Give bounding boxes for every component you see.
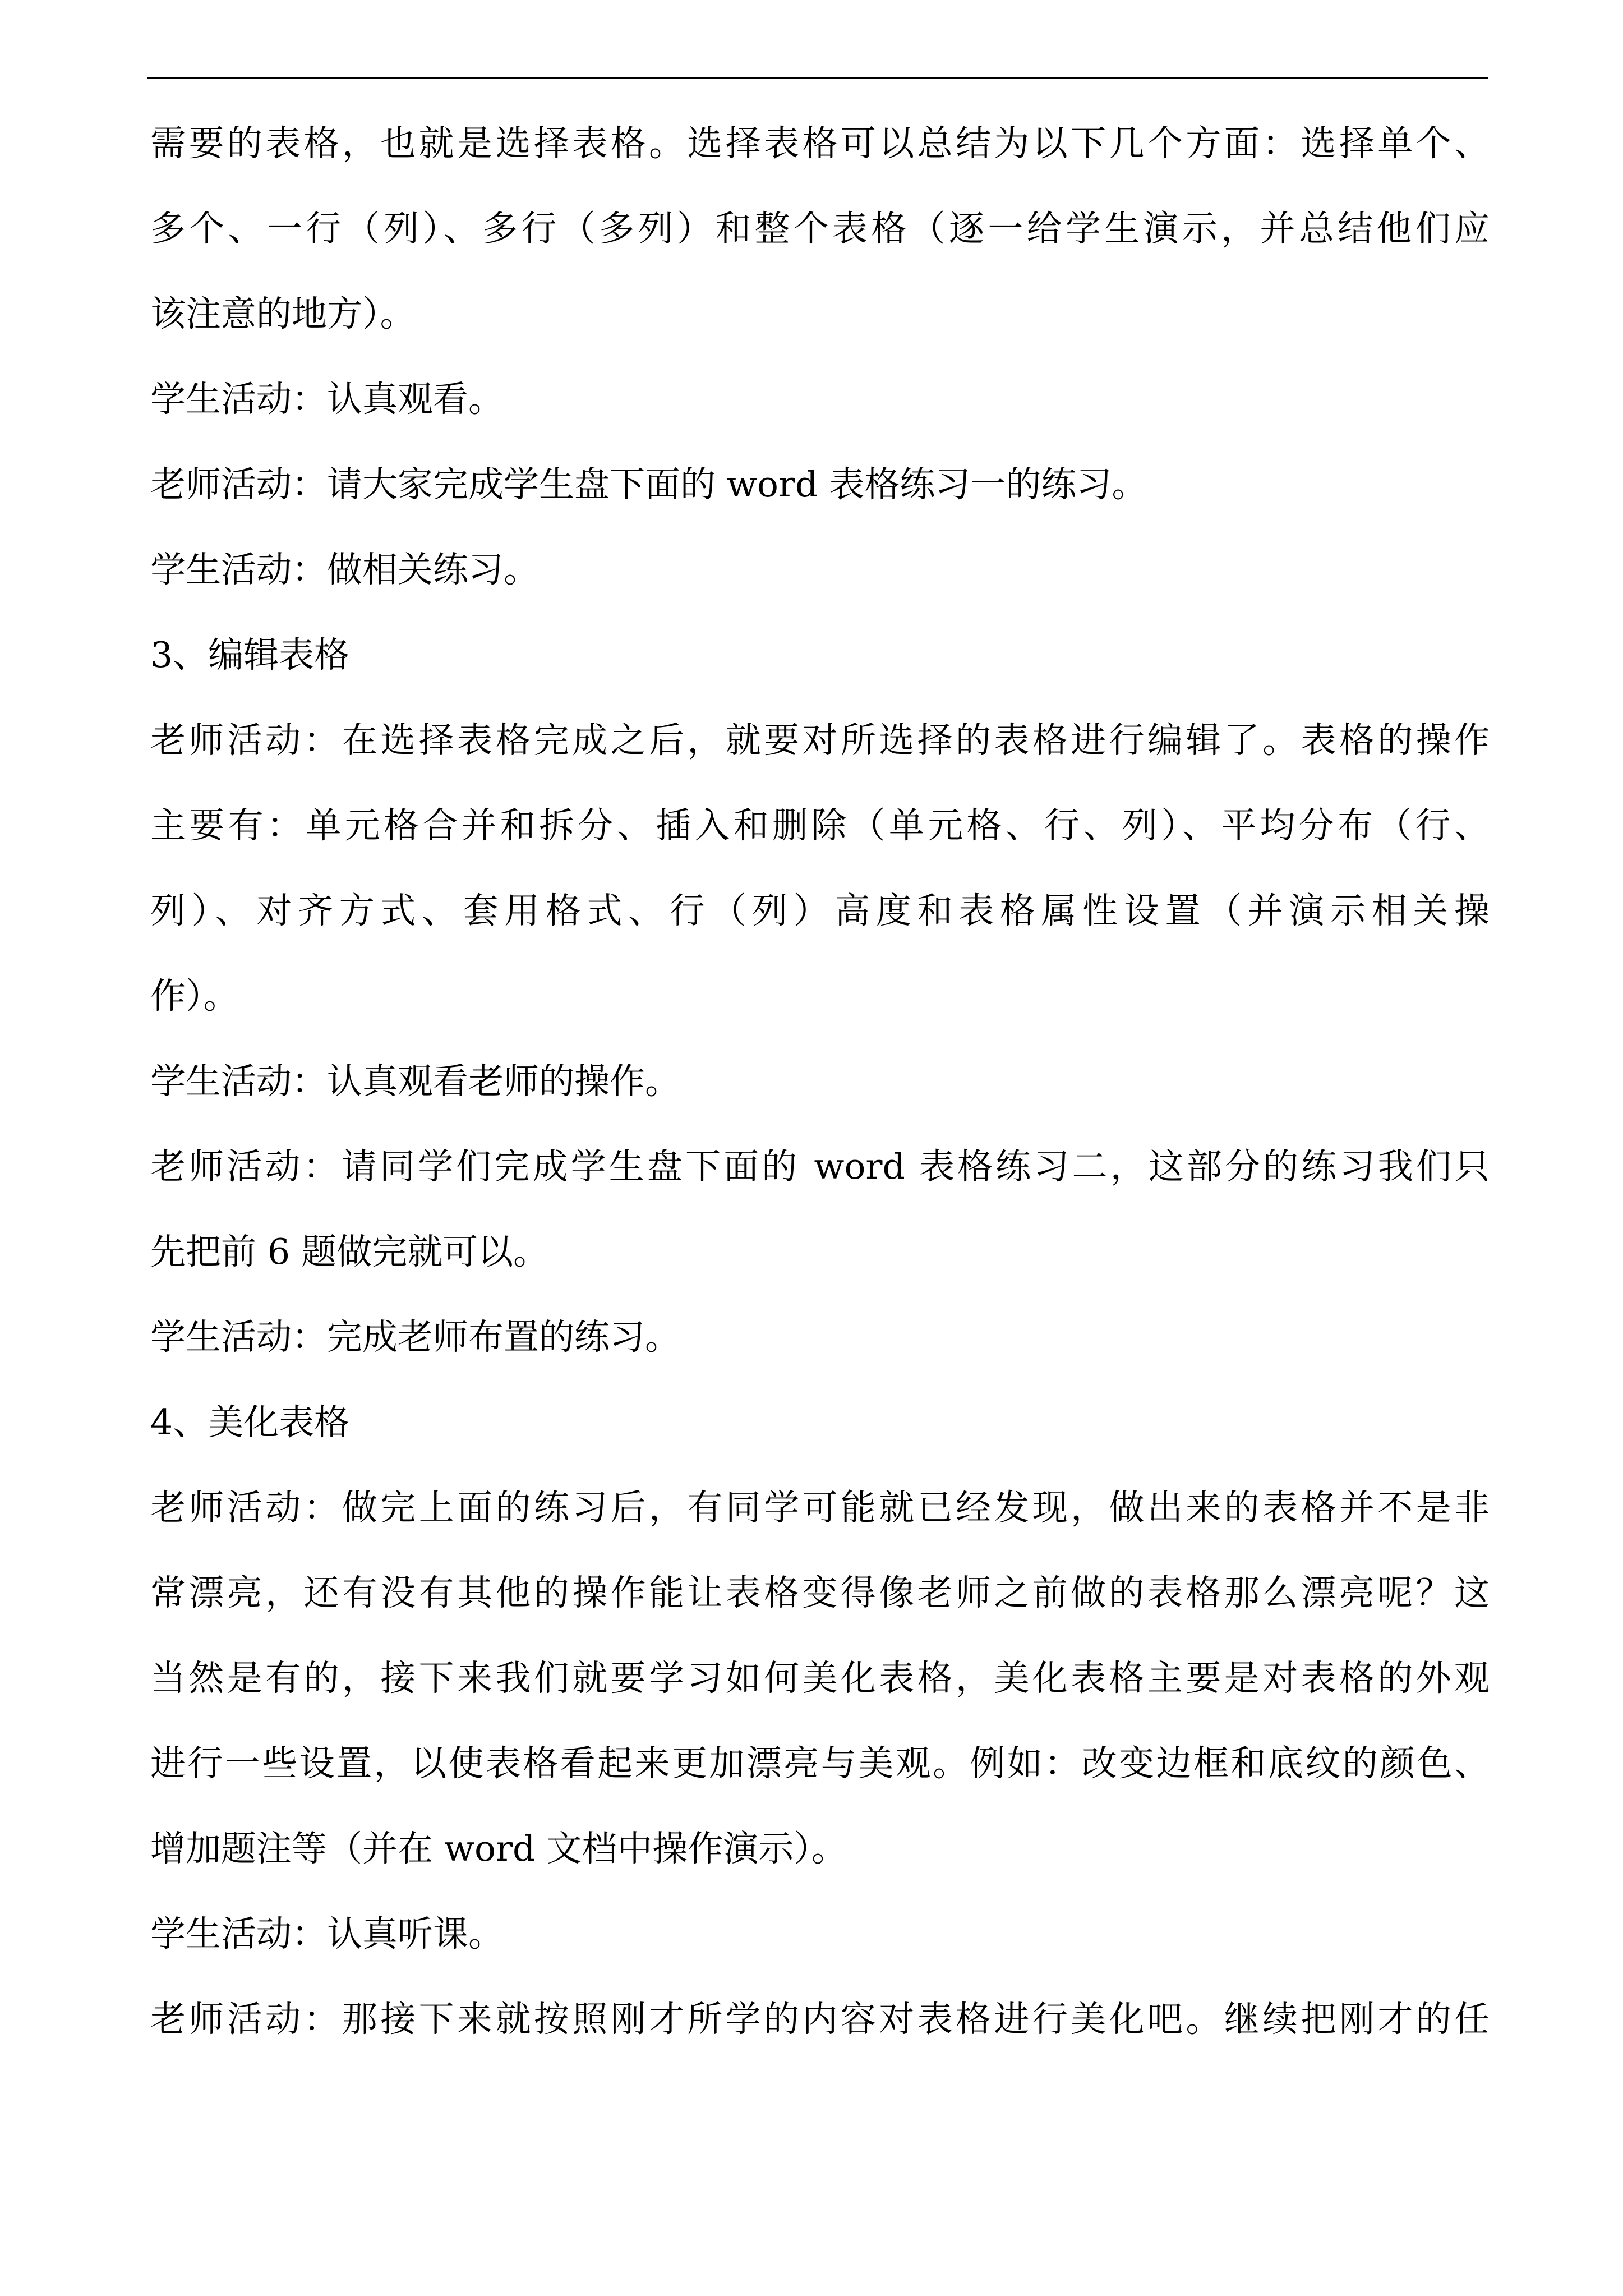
text-line: 常漂亮，还有没有其他的操作能让表格变得像老师之前做的表格那么漂亮呢？这	[150, 1572, 1490, 1613]
text-line: 学生活动：完成老师布置的练习。	[150, 1317, 680, 1358]
text-line: 老师活动：那接下来就按照刚才所学的内容对表格进行美化吧。继续把刚才的任	[150, 1999, 1490, 2040]
text-line: 主要有：单元格合并和拆分、插入和删除（单元格、行、列）、平均分布（行、	[150, 805, 1490, 846]
text-line: 列）、对齐方式、套用格式、行（列）高度和表格属性设置（并演示相关操	[150, 890, 1490, 931]
text-line: 该注意的地方）。	[150, 293, 416, 334]
header-rule	[147, 77, 1488, 79]
section-heading: 4、美化表格	[150, 1402, 350, 1443]
text-line: 需要的表格，也就是选择表格。选择表格可以总结为以下几个方面：选择单个、	[150, 123, 1490, 164]
text-line: 学生活动：做相关练习。	[150, 549, 539, 590]
text-line: 老师活动：在选择表格完成之后，就要对所选择的表格进行编辑了。表格的操作	[150, 720, 1490, 761]
text-line: 当然是有的，接下来我们就要学习如何美化表格，美化表格主要是对表格的外观	[150, 1658, 1490, 1699]
text-line: 多个、一行（列）、多行（多列）和整个表格（逐一给学生演示，并总结他们应	[150, 208, 1490, 249]
text-line: 学生活动：认真观看老师的操作。	[150, 1061, 680, 1102]
text-line: 老师活动：做完上面的练习后，有同学可能就已经发现，做出来的表格并不是非	[150, 1487, 1490, 1528]
text-line: 增加题注等（并在 word 文档中操作演示）。	[150, 1828, 847, 1869]
text-line: 老师活动：请大家完成学生盘下面的 word 表格练习一的练习。	[150, 464, 1147, 505]
text-line: 作）。	[150, 976, 239, 1016]
document-body	[150, 101, 1490, 2062]
text-line: 学生活动：认真观看。	[150, 379, 504, 420]
text-line: 先把前 6 题做完就可以。	[150, 1231, 549, 1272]
text-line: 老师活动：请同学们完成学生盘下面的 word 表格练习二，这部分的练习我们只	[150, 1146, 1490, 1187]
text-line: 进行一些设置，以使表格看起来更加漂亮与美观。例如：改变边框和底纹的颜色、	[150, 1743, 1490, 1784]
text-line: 学生活动：认真听课。	[150, 1913, 504, 1954]
section-heading: 3、编辑表格	[150, 634, 350, 675]
